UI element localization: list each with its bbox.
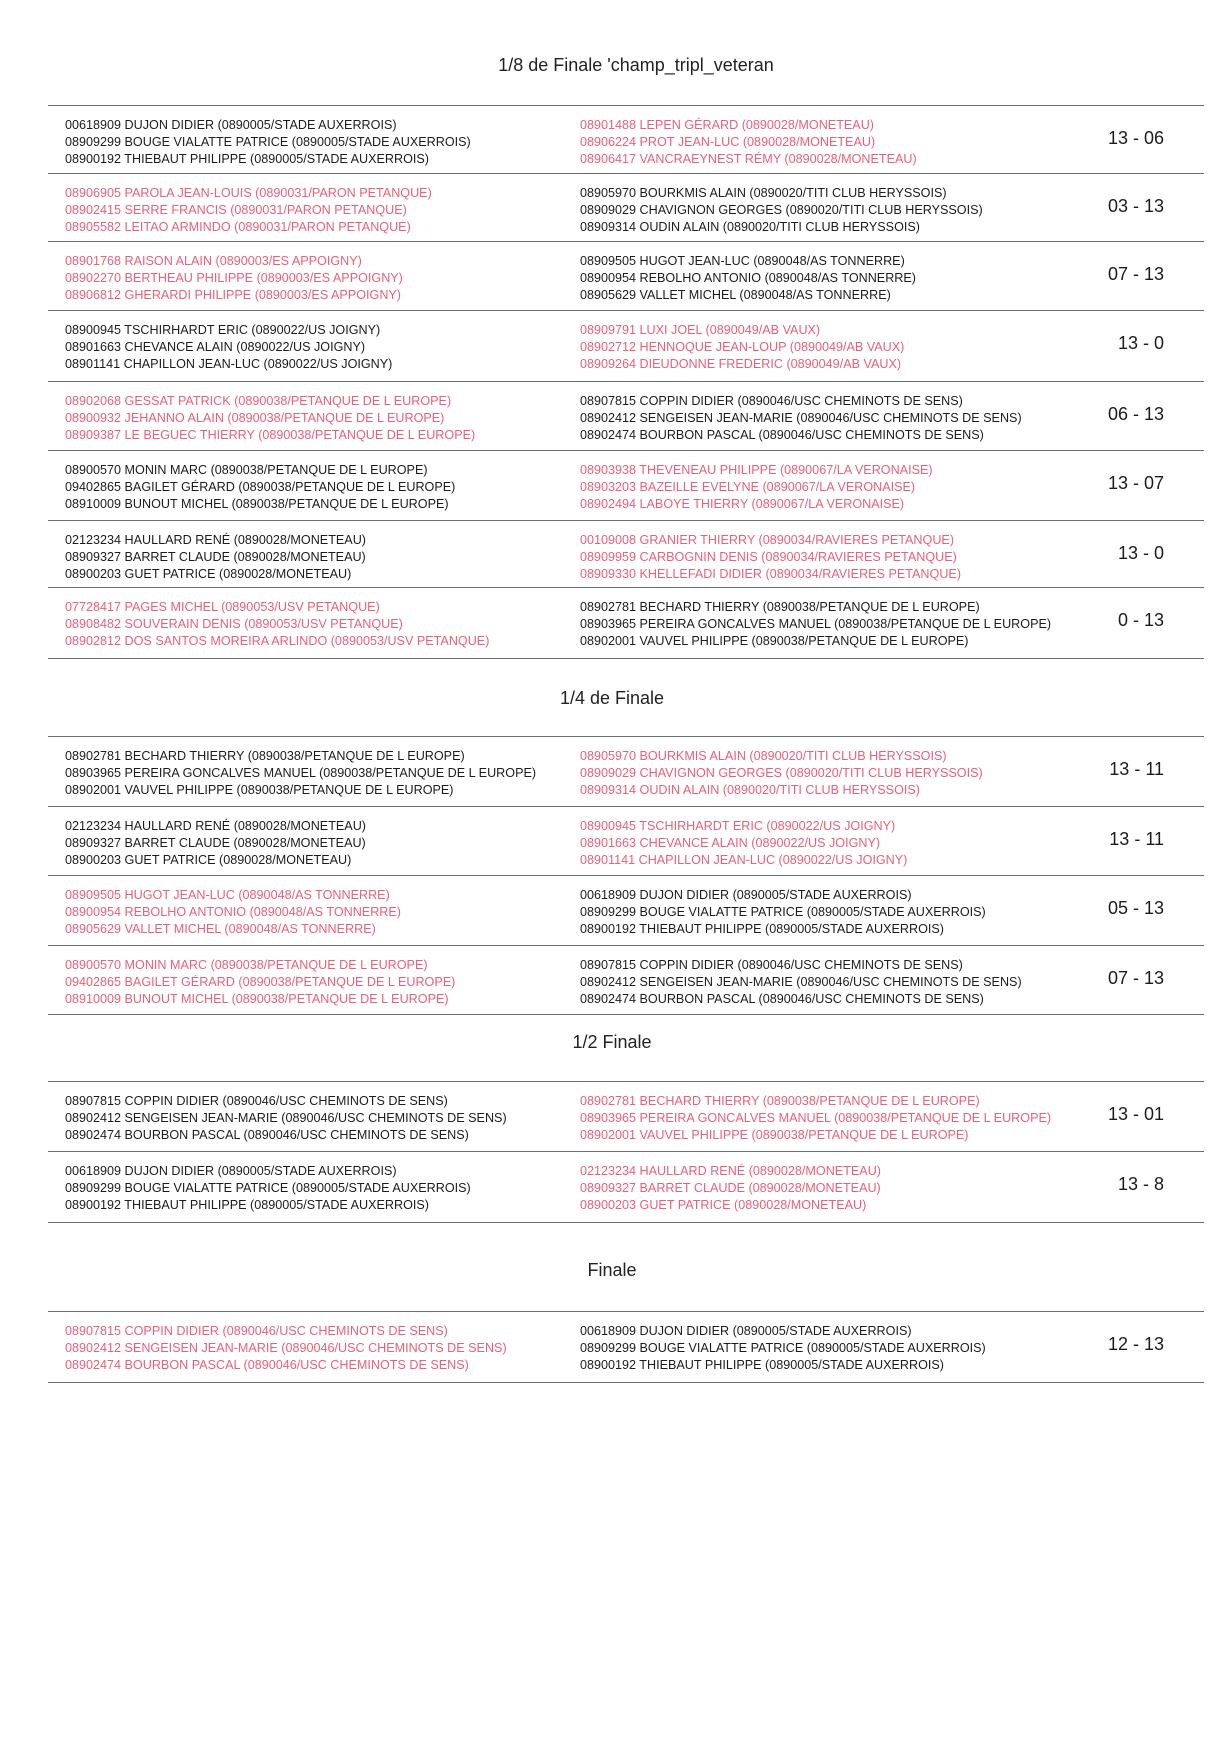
- player-entry: 08901141 CHAPILLON JEAN-LUC (0890022/US JOIGNY): [65, 357, 393, 371]
- player-entry: 08907815 COPPIN DIDIER (0890046/USC CHEMINOTS DE SENS): [65, 1324, 448, 1338]
- player-entry: 08902494 LABOYE THIERRY (0890067/LA VERONAISE): [580, 497, 905, 511]
- player-entry: 08902812 DOS SANTOS MOREIRA ARLINDO (0890053/USV PETANQUE): [65, 634, 490, 648]
- player-entry: 08902474 BOURBON PASCAL (0890046/USC CHEMINOTS DE SENS): [580, 992, 984, 1006]
- team-left: [65, 599, 489, 650]
- team-right: [580, 748, 983, 799]
- player-entry: 08906224 PROT JEAN-LUC (0890028/MONETEAU): [580, 135, 876, 149]
- player-entry: 08909314 OUDIN ALAIN (0890020/TITI CLUB HERYSSOIS): [580, 783, 920, 797]
- player-entry: 08909029 CHAVIGNON GEORGES (0890020/TITI CLUB HERYSSOIS): [580, 766, 983, 780]
- player-entry: 08902412 SENGEISEN JEAN-MARIE (0890046/USC CHEMINOTS DE SENS): [65, 1111, 507, 1125]
- player-entry: 08900945 TSCHIRHARDT ERIC (0890022/US JOIGNY): [65, 323, 381, 337]
- match-row: [48, 450, 1204, 521]
- player-entry: 08901663 CHEVANCE ALAIN (0890022/US JOIGNY): [65, 340, 366, 354]
- player-entry: 08909299 BOUGE VIALATTE PATRICE (0890005/STADE AUXERROIS): [65, 1181, 471, 1195]
- match-score: 13 - 07: [1107, 473, 1164, 493]
- player-entry: 08906812 GHERARDI PHILIPPE (0890003/ES APPOIGNY): [65, 288, 402, 302]
- player-entry: 00109008 GRANIER THIERRY (0890034/RAVIERES PETANQUE): [580, 533, 955, 547]
- player-entry: 08909505 HUGOT JEAN-LUC (0890048/AS TONNERRE): [580, 254, 905, 268]
- match-row: [48, 945, 1204, 1015]
- match-row: [48, 1311, 1204, 1383]
- player-entry: 08909791 LUXI JOEL (0890049/AB VAUX): [580, 323, 821, 337]
- team-left: [65, 393, 475, 444]
- round-title: 1/8 de Finale 'champ_tripl_veteran: [498, 55, 774, 75]
- player-entry: 08902781 BECHARD THIERRY (0890038/PETANQUE DE L EUROPE): [580, 1094, 980, 1108]
- player-entry: 08900192 THIEBAUT PHILIPPE (0890005/STADE AUXERROIS): [580, 922, 944, 936]
- player-entry: 08901488 LEPEN GÉRARD (0890028/MONETEAU): [580, 118, 874, 132]
- player-entry: 08900192 THIEBAUT PHILIPPE (0890005/STADE AUXERROIS): [65, 152, 429, 166]
- team-right: [580, 957, 1022, 1008]
- team-right: [580, 117, 917, 168]
- player-entry: 07728417 PAGES MICHEL (0890053/USV PETANQUE): [65, 600, 380, 614]
- player-entry: 08909330 KHELLEFADI DIDIER (0890034/RAVIERES PETANQUE): [580, 567, 962, 581]
- player-entry: 09402865 BAGILET GÉRARD (0890038/PETANQUE DE L EUROPE): [65, 975, 456, 989]
- team-right: [580, 1093, 1051, 1144]
- team-left: [65, 1323, 507, 1374]
- player-entry: 08905970 BOURKMIS ALAIN (0890020/TITI CLUB HERYSSOIS): [580, 186, 947, 200]
- team-right: [580, 322, 904, 373]
- player-entry: 08902474 BOURBON PASCAL (0890046/USC CHEMINOTS DE SENS): [65, 1128, 469, 1142]
- player-entry: 08905582 LEITAO ARMINDO (0890031/PARON PETANQUE): [65, 220, 411, 234]
- player-entry: 08906905 PAROLA JEAN-LOUIS (0890031/PARON PETANQUE): [65, 186, 432, 200]
- match-row: [48, 241, 1204, 311]
- team-right: [580, 1163, 881, 1214]
- player-entry: 08900954 REBOLHO ANTONIO (0890048/AS TONNERRE): [580, 271, 916, 285]
- team-left: [65, 462, 455, 513]
- match-score: 13 - 0: [1117, 333, 1164, 353]
- match-row: [48, 520, 1204, 588]
- player-entry: 08909327 BARRET CLAUDE (0890028/MONETEAU): [65, 550, 366, 564]
- player-entry: 08909387 LE BEGUEC THIERRY (0890038/PETANQUE DE L EUROPE): [65, 428, 476, 442]
- match-row: [48, 310, 1204, 382]
- match-score: 13 - 06: [1107, 128, 1164, 148]
- player-entry: 08900203 GUET PATRICE (0890028/MONETEAU): [580, 1198, 867, 1212]
- player-entry: 00618909 DUJON DIDIER (0890005/STADE AUXERROIS): [65, 118, 397, 132]
- player-entry: 08901141 CHAPILLON JEAN-LUC (0890022/US JOIGNY): [580, 853, 908, 867]
- player-entry: 08909029 CHAVIGNON GEORGES (0890020/TITI CLUB HERYSSOIS): [580, 203, 983, 217]
- team-right: [580, 462, 933, 513]
- player-entry: 08902001 VAUVEL PHILIPPE (0890038/PETANQUE DE L EUROPE): [65, 783, 454, 797]
- player-entry: 08900954 REBOLHO ANTONIO (0890048/AS TONNERRE): [65, 905, 401, 919]
- team-right: [580, 818, 907, 869]
- match-row: [48, 381, 1204, 451]
- player-entry: 08903965 PEREIRA GONCALVES MANUEL (0890038/PETANQUE DE L EUROPE): [65, 766, 537, 780]
- match-row: [48, 587, 1204, 659]
- round-title: 1/4 de Finale: [559, 688, 665, 708]
- player-entry: 08909314 OUDIN ALAIN (0890020/TITI CLUB HERYSSOIS): [580, 220, 920, 234]
- match-score: 13 - 8: [1117, 1174, 1164, 1194]
- player-entry: 08909959 CARBOGNIN DENIS (0890034/RAVIERES PETANQUE): [580, 550, 957, 564]
- match-score: 07 - 13: [1107, 264, 1164, 284]
- player-entry: 08902781 BECHARD THIERRY (0890038/PETANQUE DE L EUROPE): [580, 600, 980, 614]
- team-right: [580, 1323, 986, 1374]
- player-entry: 08909299 BOUGE VIALATTE PATRICE (0890005/STADE AUXERROIS): [580, 905, 986, 919]
- player-entry: 08909327 BARRET CLAUDE (0890028/MONETEAU): [580, 1181, 881, 1195]
- match-score: 05 - 13: [1107, 898, 1164, 918]
- round-title: Finale: [587, 1260, 637, 1280]
- match-row: [48, 1151, 1204, 1223]
- match-row: [48, 105, 1204, 174]
- player-entry: 08903938 THEVENEAU PHILIPPE (0890067/LA VERONAISE): [580, 463, 933, 477]
- player-entry: 08909327 BARRET CLAUDE (0890028/MONETEAU): [65, 836, 366, 850]
- player-entry: 08908482 SOUVERAIN DENIS (0890053/USV PETANQUE): [65, 617, 403, 631]
- team-right: [580, 393, 1022, 444]
- player-entry: 08902781 BECHARD THIERRY (0890038/PETANQUE DE L EUROPE): [65, 749, 465, 763]
- player-entry: 08903965 PEREIRA GONCALVES MANUEL (0890038/PETANQUE DE L EUROPE): [580, 617, 1052, 631]
- team-right: [580, 185, 983, 236]
- player-entry: 08902068 GESSAT PATRICK (0890038/PETANQUE DE L EUROPE): [65, 394, 452, 408]
- match-score: 13 - 11: [1109, 829, 1164, 849]
- player-entry: 08900570 MONIN MARC (0890038/PETANQUE DE L EUROPE): [65, 958, 428, 972]
- match-score: 13 - 0: [1117, 543, 1164, 563]
- match-score: 12 - 13: [1107, 1334, 1164, 1354]
- match-score: 13 - 11: [1109, 759, 1164, 779]
- player-entry: 08902415 SERRE FRANCIS (0890031/PARON PETANQUE): [65, 203, 407, 217]
- team-left: [65, 185, 432, 236]
- player-entry: 08909299 BOUGE VIALATTE PATRICE (0890005/STADE AUXERROIS): [65, 135, 471, 149]
- match-row: [48, 875, 1204, 946]
- team-left: [65, 532, 366, 583]
- player-entry: 08907815 COPPIN DIDIER (0890046/USC CHEMINOTS DE SENS): [65, 1094, 448, 1108]
- player-entry: 09402865 BAGILET GÉRARD (0890038/PETANQUE DE L EUROPE): [65, 480, 456, 494]
- player-entry: 08902001 VAUVEL PHILIPPE (0890038/PETANQUE DE L EUROPE): [580, 1128, 969, 1142]
- player-entry: 08902270 BERTHEAU PHILIPPE (0890003/ES APPOIGNY): [65, 271, 403, 285]
- player-entry: 08903965 PEREIRA GONCALVES MANUEL (0890038/PETANQUE DE L EUROPE): [580, 1111, 1052, 1125]
- player-entry: 08909264 DIEUDONNE FREDERIC (0890049/AB VAUX): [580, 357, 902, 371]
- team-right: [580, 253, 916, 304]
- team-right: [580, 887, 986, 938]
- player-entry: 08903203 BAZEILLE EVELYNE (0890067/LA VERONAISE): [580, 480, 916, 494]
- player-entry: 08900945 TSCHIRHARDT ERIC (0890022/US JOIGNY): [580, 819, 896, 833]
- player-entry: 08910009 BUNOUT MICHEL (0890038/PETANQUE DE L EUROPE): [65, 497, 449, 511]
- match-score: 0 - 13: [1117, 610, 1164, 630]
- match-row: [48, 736, 1204, 807]
- player-entry: 00618909 DUJON DIDIER (0890005/STADE AUXERROIS): [580, 1324, 912, 1338]
- player-entry: 08902712 HENNOQUE JEAN-LOUP (0890049/AB VAUX): [580, 340, 905, 354]
- player-entry: 08901768 RAISON ALAIN (0890003/ES APPOIGNY): [65, 254, 362, 268]
- player-entry: 08901663 CHEVANCE ALAIN (0890022/US JOIGNY): [580, 836, 881, 850]
- match-score: 13 - 01: [1107, 1104, 1164, 1124]
- team-right: [580, 599, 1051, 650]
- player-entry: 00618909 DUJON DIDIER (0890005/STADE AUXERROIS): [65, 1164, 397, 1178]
- player-entry: 08902412 SENGEISEN JEAN-MARIE (0890046/USC CHEMINOTS DE SENS): [580, 975, 1022, 989]
- player-entry: 02123234 HAULLARD RENÉ (0890028/MONETEAU): [65, 819, 366, 833]
- player-entry: 08900570 MONIN MARC (0890038/PETANQUE DE L EUROPE): [65, 463, 428, 477]
- player-entry: 08905970 BOURKMIS ALAIN (0890020/TITI CLUB HERYSSOIS): [580, 749, 947, 763]
- player-entry: 08909505 HUGOT JEAN-LUC (0890048/AS TONNERRE): [65, 888, 390, 902]
- player-entry: 08902474 BOURBON PASCAL (0890046/USC CHEMINOTS DE SENS): [580, 428, 984, 442]
- player-entry: 08907815 COPPIN DIDIER (0890046/USC CHEMINOTS DE SENS): [580, 958, 963, 972]
- player-entry: 02123234 HAULLARD RENÉ (0890028/MONETEAU): [65, 533, 366, 547]
- player-entry: 08900203 GUET PATRICE (0890028/MONETEAU): [65, 853, 352, 867]
- player-entry: 08905629 VALLET MICHEL (0890048/AS TONNERRE): [65, 922, 376, 936]
- player-entry: 08907815 COPPIN DIDIER (0890046/USC CHEMINOTS DE SENS): [580, 394, 963, 408]
- team-left: [65, 887, 401, 938]
- match-row: [48, 173, 1204, 242]
- player-entry: 08900203 GUET PATRICE (0890028/MONETEAU): [65, 567, 352, 581]
- player-entry: 08902412 SENGEISEN JEAN-MARIE (0890046/USC CHEMINOTS DE SENS): [580, 411, 1022, 425]
- player-entry: 08909299 BOUGE VIALATTE PATRICE (0890005/STADE AUXERROIS): [580, 1341, 986, 1355]
- team-left: [65, 957, 455, 1008]
- player-entry: 08910009 BUNOUT MICHEL (0890038/PETANQUE DE L EUROPE): [65, 992, 449, 1006]
- match-score: 03 - 13: [1107, 196, 1164, 216]
- player-entry: 08902474 BOURBON PASCAL (0890046/USC CHEMINOTS DE SENS): [65, 1358, 469, 1372]
- round-title: 1/2 Finale: [572, 1032, 652, 1052]
- player-entry: 08902001 VAUVEL PHILIPPE (0890038/PETANQUE DE L EUROPE): [580, 634, 969, 648]
- player-entry: 08900192 THIEBAUT PHILIPPE (0890005/STADE AUXERROIS): [65, 1198, 429, 1212]
- match-row: [48, 1081, 1204, 1152]
- player-entry: 00618909 DUJON DIDIER (0890005/STADE AUXERROIS): [580, 888, 912, 902]
- player-entry: 08900192 THIEBAUT PHILIPPE (0890005/STADE AUXERROIS): [580, 1358, 944, 1372]
- match-row: [48, 806, 1204, 876]
- team-left: [65, 1093, 507, 1144]
- team-left: [65, 1163, 471, 1214]
- match-score: 06 - 13: [1107, 404, 1164, 424]
- player-entry: 02123234 HAULLARD RENÉ (0890028/MONETEAU): [580, 1164, 881, 1178]
- match-score: 07 - 13: [1107, 968, 1164, 988]
- team-left: [65, 117, 471, 168]
- team-left: [65, 322, 392, 373]
- team-left: [65, 253, 403, 304]
- player-entry: 08900932 JEHANNO ALAIN (0890038/PETANQUE DE L EUROPE): [65, 411, 445, 425]
- player-entry: 08905629 VALLET MICHEL (0890048/AS TONNERRE): [580, 288, 891, 302]
- team-left: [65, 818, 366, 869]
- team-left: [65, 748, 536, 799]
- player-entry: 08906417 VANCRAEYNEST RÉMY (0890028/MONETEAU): [580, 152, 917, 166]
- player-entry: 08902412 SENGEISEN JEAN-MARIE (0890046/USC CHEMINOTS DE SENS): [65, 1341, 507, 1355]
- team-right: [580, 532, 961, 583]
